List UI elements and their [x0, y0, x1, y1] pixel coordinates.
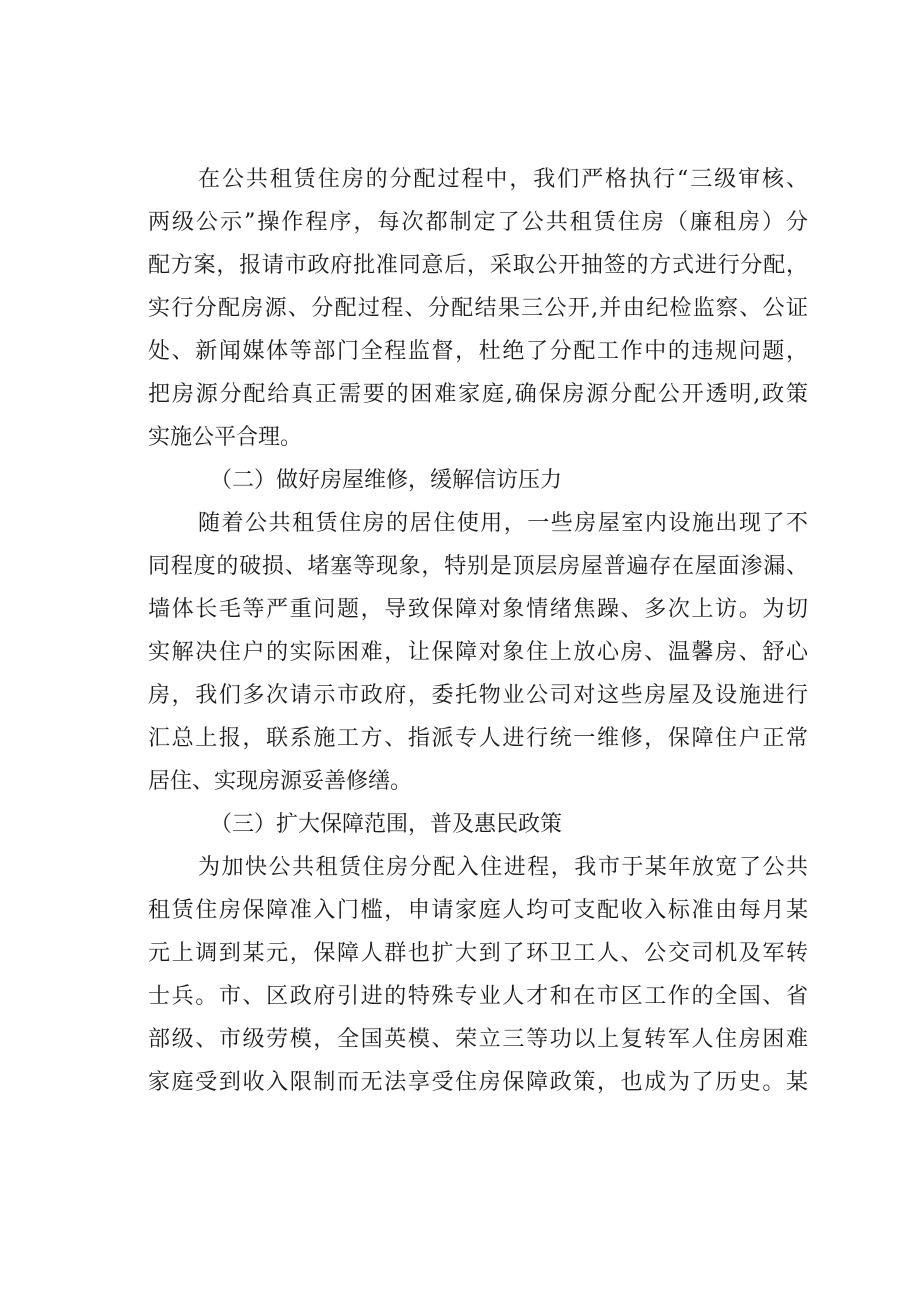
paragraph-1-line-5: 处、新闻媒体等部门全程监督，杜绝了分配工作中的违规问题，	[148, 339, 808, 364]
paragraph-5-line-2: 租赁住房保障准入门槛，申请家庭人均可支配收入标准由每月某	[148, 898, 808, 923]
paragraph-3-line-5: 房，我们多次请示市政府，委托物业公司对这些房屋及设施进行	[148, 683, 808, 708]
paragraph-1-line-6: 把房源分配给真正需要的困难家庭,确保房源分配公开透明,政策	[148, 382, 808, 407]
paragraph-5-line-6: 家庭受到收入限制而无法享受住房保障政策，也成为了历史。某	[148, 1070, 808, 1095]
section-heading-2: （二）做好房屋维修，缓解信访压力	[210, 468, 563, 493]
paragraph-5-line-4: 士兵。市、区政府引进的特殊专业人才和在市区工作的全国、省	[148, 984, 808, 1009]
paragraph-1-line-7: 实施公平合理。	[148, 425, 303, 450]
paragraph-1-line-2: 两级公示”操作程序，每次都制定了公共租赁住房（廉租房）分	[148, 210, 808, 235]
paragraph-3-line-6: 汇总上报，联系施工方、指派专人进行统一维修，保障住户正常	[148, 726, 808, 751]
paragraph-1-line-3: 配方案，报请市政府批准同意后，采取公开抽签的方式进行分配，	[148, 253, 808, 278]
paragraph-1-line-1: 在公共租赁住房的分配过程中，我们严格执行“三级审核、	[198, 167, 808, 192]
paragraph-3-line-7: 居住、实现房源妥善修缮。	[148, 769, 413, 794]
section-heading-3: （三）扩大保障范围，普及惠民政策	[210, 812, 563, 837]
paragraph-1-line-4: 实行分配房源、分配过程、分配结果三公开,并由纪检监察、公证	[148, 296, 808, 321]
paragraph-5-line-5: 部级、市级劳模，全国英模、荣立三等功以上复转军人住房困难	[148, 1027, 808, 1052]
paragraph-5-line-3: 元上调到某元，保障人群也扩大到了环卫工人、公交司机及军转	[148, 941, 808, 966]
paragraph-3-line-3: 墙体长毛等严重问题，导致保障对象情绪焦躁、多次上访。为切	[148, 597, 808, 622]
paragraph-3-line-2: 同程度的破损、堵塞等现象，特别是顶层房屋普遍存在屋面渗漏、	[148, 554, 808, 579]
paragraph-3-line-4: 实解决住户的实际困难，让保障对象住上放心房、温馨房、舒心	[148, 640, 808, 665]
paragraph-3-line-1: 随着公共租赁住房的居住使用，一些房屋室内设施出现了不	[198, 511, 808, 536]
paragraph-5-line-1: 为加快公共租赁住房分配入住进程，我市于某年放宽了公共	[198, 855, 808, 880]
